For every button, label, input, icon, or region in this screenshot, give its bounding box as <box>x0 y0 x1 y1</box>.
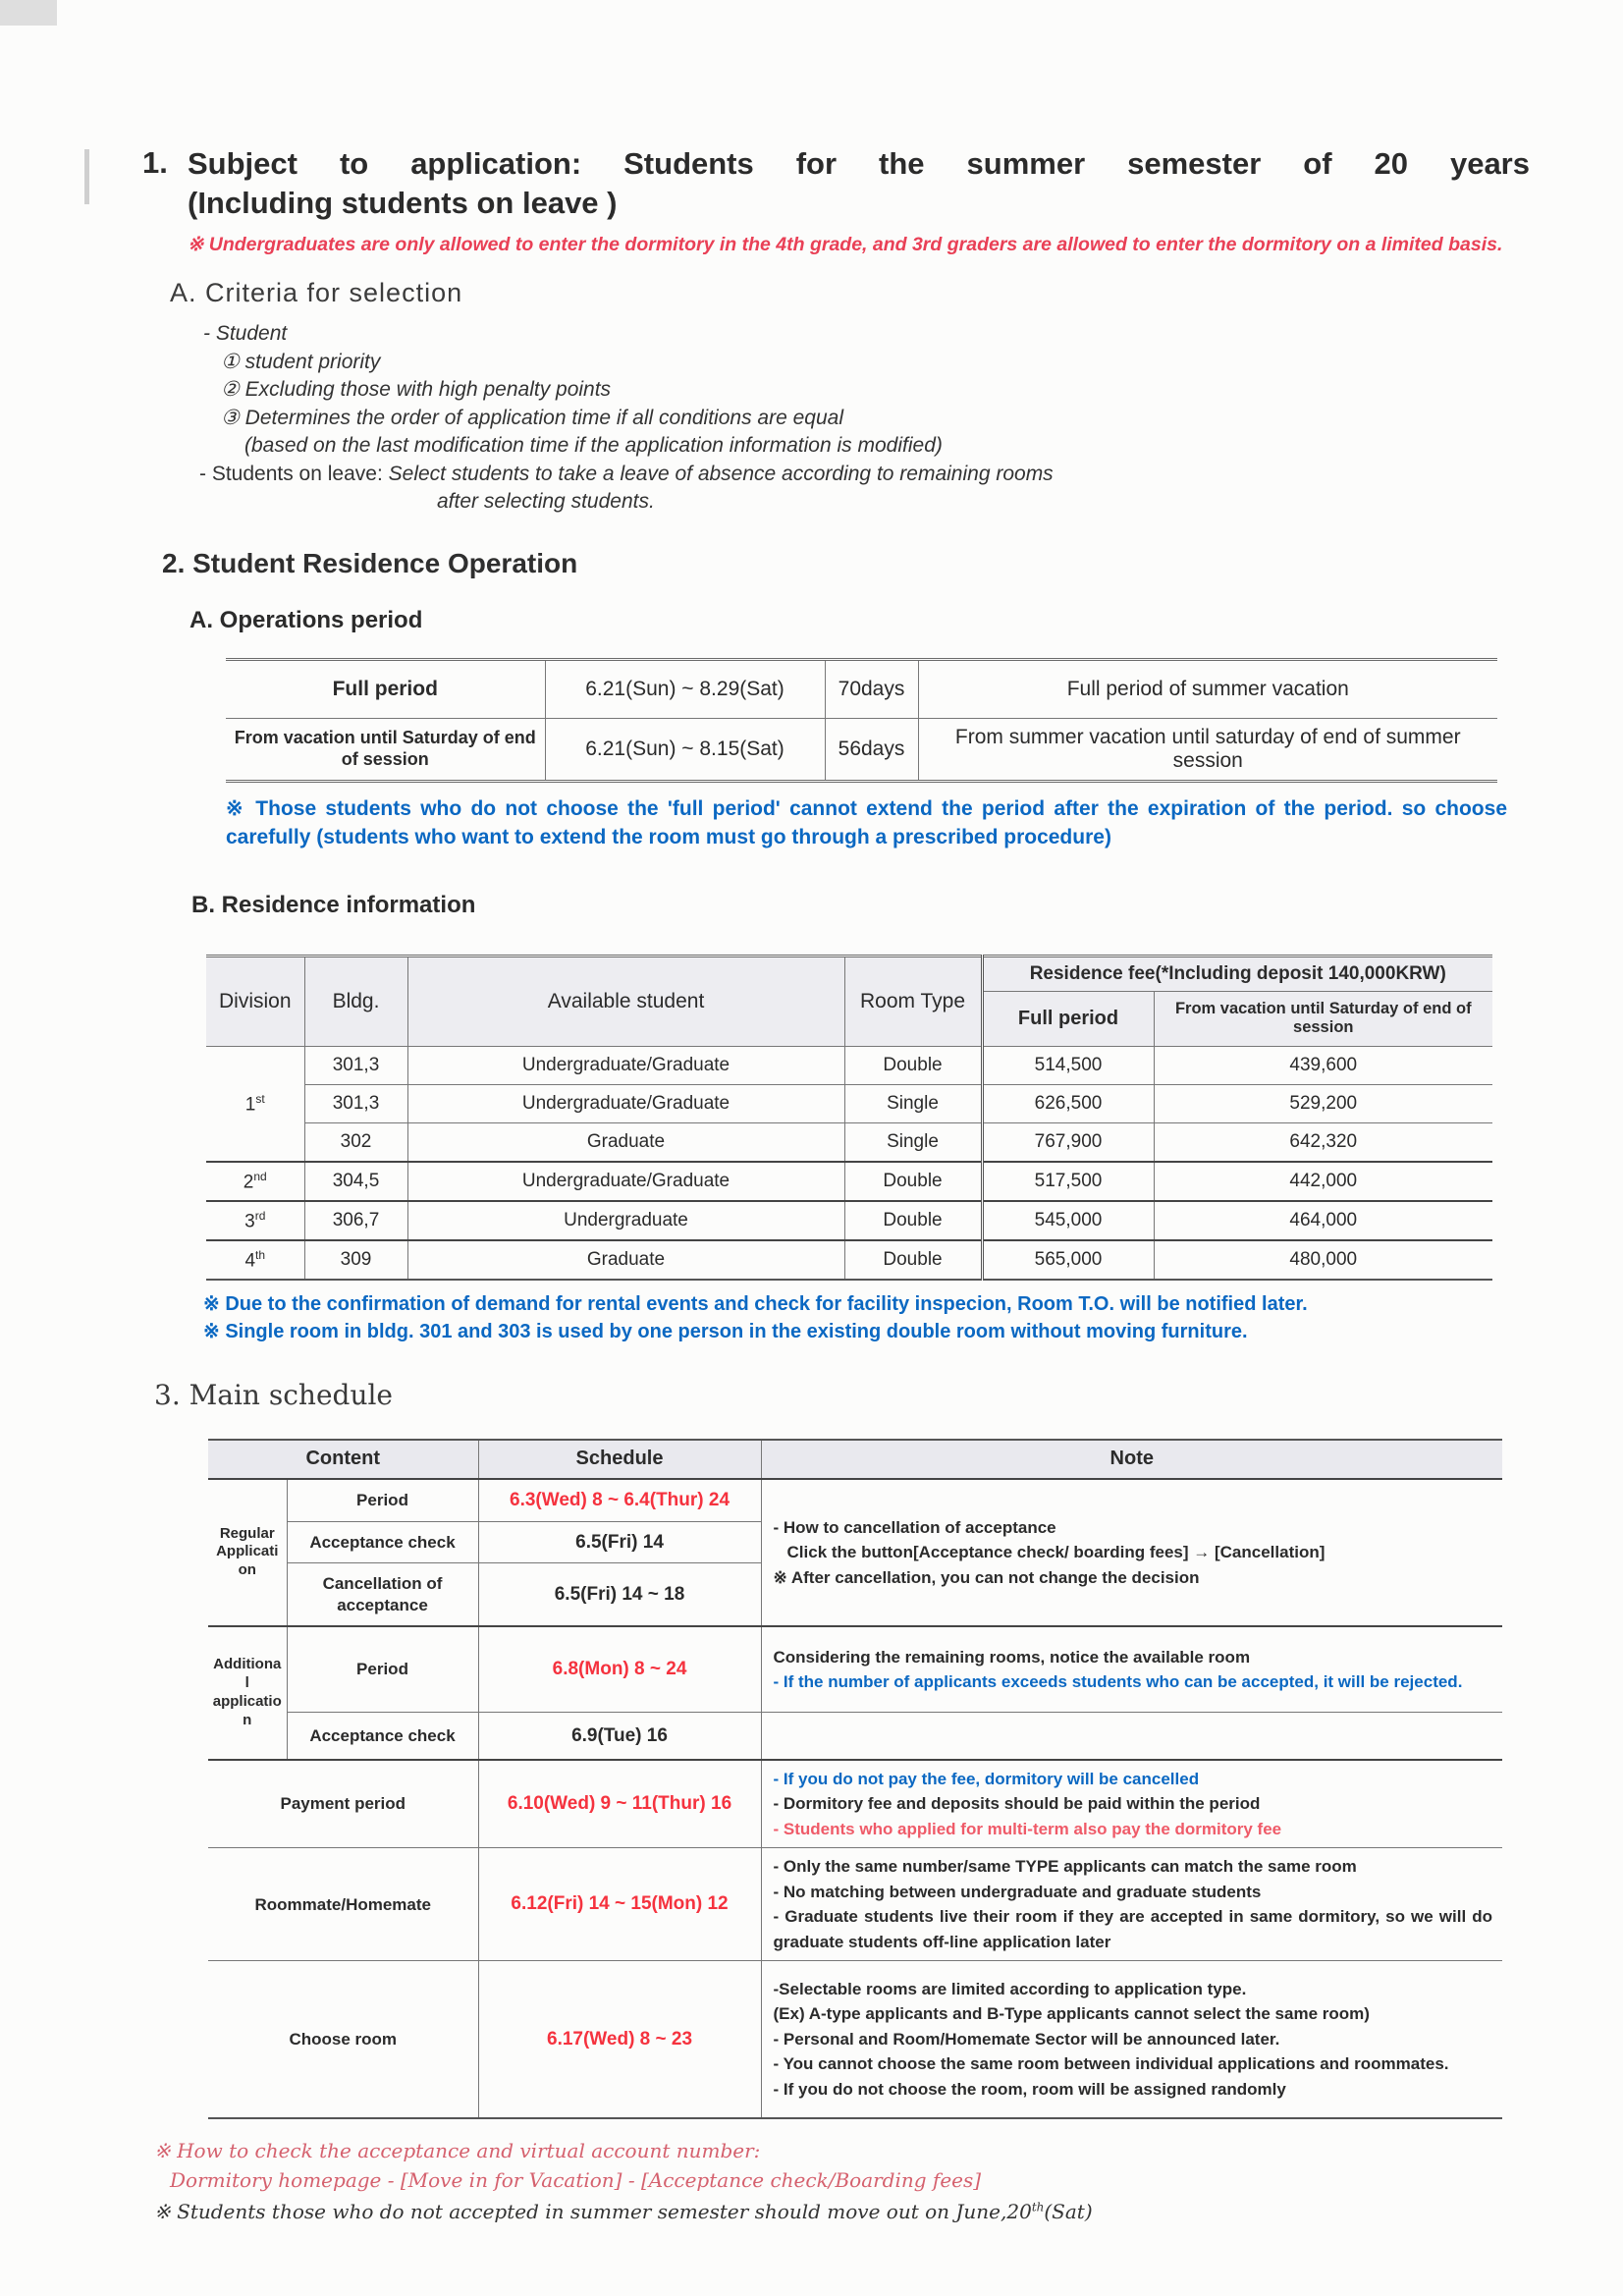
note-line: - Dormitory fee and deposits should be paid within the period <box>773 1794 1261 1814</box>
full-period-fee-cell: 517,500 <box>982 1162 1154 1201</box>
table-row <box>206 1122 1492 1162</box>
operations-period-note: ※ Those students who do not choose the 'full period' cannot extend the period after the expiration of the period. so choose carefully (students who want to extend the room must go through a prescribed procedure) <box>226 796 1507 848</box>
division-cell: 3rd <box>206 1201 304 1240</box>
note-line: - No matching between undergraduate and graduate students <box>773 1882 1262 1901</box>
footer-acceptance-note: ※ How to check the acceptance and virtual account number: <box>154 2138 761 2162</box>
header-division: Division <box>206 956 304 1046</box>
students-on-leave-label: - Students on leave: <box>199 462 383 485</box>
students-on-leave-text: Select students to take a leave of absence according to remaining rooms <box>382 462 1054 485</box>
main-schedule-table <box>208 1439 1502 2119</box>
vacation-fee-cell: 642,320 <box>1154 1122 1492 1162</box>
full-period-fee-cell: 514,500 <box>982 1046 1154 1084</box>
ops-row1-desc: Full period of summer vacation <box>918 659 1497 718</box>
note-line: (Ex) A-type applicants and B-Type applicants cannot select the same room) <box>773 2004 1370 2024</box>
section1-number: 1. <box>142 145 168 180</box>
vacation-fee-cell: 442,000 <box>1154 1162 1492 1201</box>
roommate-schedule: 6.12(Fri) 14 ~ 15(Mon) 12 <box>478 1848 761 1961</box>
full-period-fee-cell: 545,000 <box>982 1201 1154 1240</box>
note-line: Considering the remaining rooms, notice the available room <box>773 1647 1251 1667</box>
table-row <box>208 1440 1502 1479</box>
note-line: - You cannot choose the same room between individual applications and roommates. <box>773 2054 1449 2074</box>
row-schedule: 6.9(Tue) 16 <box>478 1713 761 1760</box>
section2-heading: 2. Student Residence Operation <box>162 547 578 578</box>
division-cell: 2nd <box>206 1162 304 1201</box>
bldg-cell: 304,5 <box>304 1162 407 1201</box>
note-line: - How to cancellation of acceptance <box>773 1517 1056 1537</box>
table-row <box>208 1848 1502 1961</box>
row-schedule: 6.3(Wed) 8 ~ 6.4(Thur) 24 <box>478 1479 761 1522</box>
bldg-cell: 301,3 <box>304 1046 407 1084</box>
table-row <box>208 1961 1502 2118</box>
choose-room-schedule: 6.17(Wed) 8 ~ 23 <box>478 1961 761 2118</box>
main-schedule-heading: 3. Main schedule <box>154 1378 394 1411</box>
additional-note-cell <box>761 1626 1502 1713</box>
table-row <box>226 718 1497 781</box>
section1-title-line1: Subject to application: Students for the summer semester of 20 years <box>188 146 1530 181</box>
header-note: Note <box>761 1440 1502 1479</box>
room-type-cell: Double <box>844 1240 982 1280</box>
residence-note-2: ※ Single room in bldg. 301 and 303 is used by one person in the existing double room without moving furniture. <box>203 1320 1248 1342</box>
criteria-students-on-leave <box>199 461 1530 489</box>
header-from-vacation: From vacation until Saturday of end of session <box>1154 991 1492 1046</box>
available-cell: Undergraduate/Graduate <box>407 1162 844 1201</box>
group-regular-application: Regular Application <box>208 1479 287 1626</box>
row-schedule: 6.5(Fri) 14 ~ 18 <box>478 1563 761 1626</box>
available-cell: Undergraduate/Graduate <box>407 1046 844 1084</box>
header-full-period: Full period <box>982 991 1154 1046</box>
residence-info-table <box>206 955 1492 1281</box>
footer-homepage-path: Dormitory homepage - [Move in for Vacation] - [Acceptance check/Boarding fees] <box>170 2167 982 2192</box>
vacation-fee-cell: 480,000 <box>1154 1240 1492 1280</box>
table-row <box>226 659 1497 718</box>
full-period-fee-cell: 565,000 <box>982 1240 1154 1280</box>
section1-title-line2: (Including students on leave ) <box>188 185 618 220</box>
residence-note-1: ※ Due to the confirmation of demand for rental events and check for facility inspecion, Room T.O. will be notified later. <box>203 1292 1308 1315</box>
operations-period-heading: A. Operations period <box>189 606 423 633</box>
students-on-leave-text-2: after selecting students. <box>437 490 655 514</box>
room-type-cell: Double <box>844 1162 982 1201</box>
scan-artifact <box>84 149 89 204</box>
row-label: Acceptance check <box>287 1713 478 1760</box>
table-row <box>208 1760 1502 1848</box>
payment-period-schedule: 6.10(Wed) 9 ~ 11(Thur) 16 <box>478 1760 761 1848</box>
available-cell: Graduate <box>407 1122 844 1162</box>
criteria-item-3: ③ Determines the order of application time if all conditions are equal <box>221 406 843 429</box>
scan-artifact <box>0 0 57 26</box>
payment-period-label: Payment period <box>208 1760 478 1848</box>
row-schedule: 6.8(Mon) 8 ~ 24 <box>478 1626 761 1713</box>
header-residence-fee: Residence fee(*Including deposit 140,000KRW) <box>982 956 1492 991</box>
table-row <box>206 1240 1492 1280</box>
criteria-item-3-note: (based on the last modification time if the application information is modified) <box>244 434 943 458</box>
ops-row2-label: From vacation until Saturday of end of session <box>226 718 545 781</box>
row-label: Period <box>287 1626 478 1713</box>
ops-row1-days: 70days <box>825 659 918 718</box>
table-row <box>206 1162 1492 1201</box>
empty-note-cell <box>761 1713 1502 1760</box>
choose-room-note-cell <box>761 1961 1502 2118</box>
vacation-fee-cell: 464,000 <box>1154 1201 1492 1240</box>
residence-info-heading: B. Residence information <box>191 891 476 918</box>
room-type-cell: Double <box>844 1201 982 1240</box>
criteria-student-label: - Student <box>203 322 288 346</box>
available-cell: Graduate <box>407 1240 844 1280</box>
table-row <box>206 1084 1492 1122</box>
criteria-item-2: ② Excluding those with high penalty points <box>221 378 612 402</box>
room-type-cell: Double <box>844 1046 982 1084</box>
note-line: - If you do not choose the room, room will be assigned randomly <box>773 2079 1286 2099</box>
section1-title-body <box>188 145 1530 223</box>
ops-row1-label: Full period <box>226 659 545 718</box>
undergraduate-restriction-note: ※ Undergraduates are only allowed to enter the dormitory in the 4th grade, and 3rd graders are allowed to enter the dormitory on a limited basis. <box>188 234 1503 256</box>
choose-room-label: Choose room <box>208 1961 478 2118</box>
criteria-heading: A. Criteria for selection <box>170 278 463 308</box>
roommate-label: Roommate/Homemate <box>208 1848 478 1961</box>
header-schedule: Schedule <box>478 1440 761 1479</box>
bldg-cell: 309 <box>304 1240 407 1280</box>
vacation-fee-cell: 439,600 <box>1154 1046 1492 1084</box>
full-period-fee-cell: 767,900 <box>982 1122 1154 1162</box>
section1-title <box>142 145 1530 223</box>
note-line: - Personal and Room/Homemate Sector will be announced later. <box>773 2029 1280 2049</box>
note-line: - Only the same number/same TYPE applicants can match the same room <box>773 1857 1357 1877</box>
criteria-item-1: ① student priority <box>221 350 381 373</box>
row-label: Cancellation of acceptance <box>287 1563 478 1626</box>
available-cell: Undergraduate <box>407 1201 844 1240</box>
group-additional-application: Additional application <box>208 1626 287 1760</box>
table-row <box>206 1046 1492 1084</box>
header-bldg: Bldg. <box>304 956 407 1046</box>
note-line: - Graduate students live their room if they are accepted in same dormitory, so we will do graduate students off-line application later <box>773 1907 1493 1951</box>
residence-notes <box>203 1290 1530 1345</box>
row-schedule: 6.5(Fri) 14 <box>478 1522 761 1563</box>
row-label: Acceptance check <box>287 1522 478 1563</box>
ops-row1-dates: 6.21(Sun) ~ 8.29(Sat) <box>545 659 825 718</box>
ops-row2-desc: From summer vacation until saturday of end of summer session <box>918 718 1497 781</box>
note-line: - If you do not pay the fee, dormitory will be cancelled <box>773 1769 1200 1788</box>
note-line: - Students who applied for multi-term also pay the dormitory fee <box>773 1819 1282 1838</box>
division-cell: 1st <box>206 1046 304 1162</box>
note-line: Click the button[Acceptance check/ boarding fees] → [Cancellation] <box>786 1543 1325 1562</box>
bldg-cell: 302 <box>304 1122 407 1162</box>
header-room-type: Room Type <box>844 956 982 1046</box>
regular-note-cell <box>761 1479 1502 1626</box>
footer-moveout-note: ※ Students those who do not accepted in summer semester should move out on June,20th(Sat) <box>154 2199 1093 2223</box>
roommate-note-cell <box>761 1848 1502 1961</box>
division-cell: 4th <box>206 1240 304 1280</box>
note-line: - If the number of applicants exceeds students who can be accepted, it will be rejected. <box>773 1672 1463 1692</box>
ops-row2-dates: 6.21(Sun) ~ 8.15(Sat) <box>545 718 825 781</box>
note-line: -Selectable rooms are limited according to application type. <box>773 1979 1247 1998</box>
full-period-fee-cell: 626,500 <box>982 1084 1154 1122</box>
vacation-fee-cell: 529,200 <box>1154 1084 1492 1122</box>
header-content: Content <box>208 1440 478 1479</box>
operations-period-table <box>226 658 1497 783</box>
row-label: Period <box>287 1479 478 1522</box>
bldg-cell: 301,3 <box>304 1084 407 1122</box>
payment-note-cell <box>761 1760 1502 1848</box>
table-row <box>208 1479 1502 1522</box>
room-type-cell: Single <box>844 1084 982 1122</box>
table-row <box>208 1626 1502 1713</box>
table-row <box>206 956 1492 991</box>
header-available-student: Available student <box>407 956 844 1046</box>
ops-row2-days: 56days <box>825 718 918 781</box>
table-row <box>206 1201 1492 1240</box>
room-type-cell: Single <box>844 1122 982 1162</box>
note-line: ※ After cancellation, you can not change the decision <box>773 1567 1200 1587</box>
bldg-cell: 306,7 <box>304 1201 407 1240</box>
table-row <box>208 1713 1502 1760</box>
available-cell: Undergraduate/Graduate <box>407 1084 844 1122</box>
